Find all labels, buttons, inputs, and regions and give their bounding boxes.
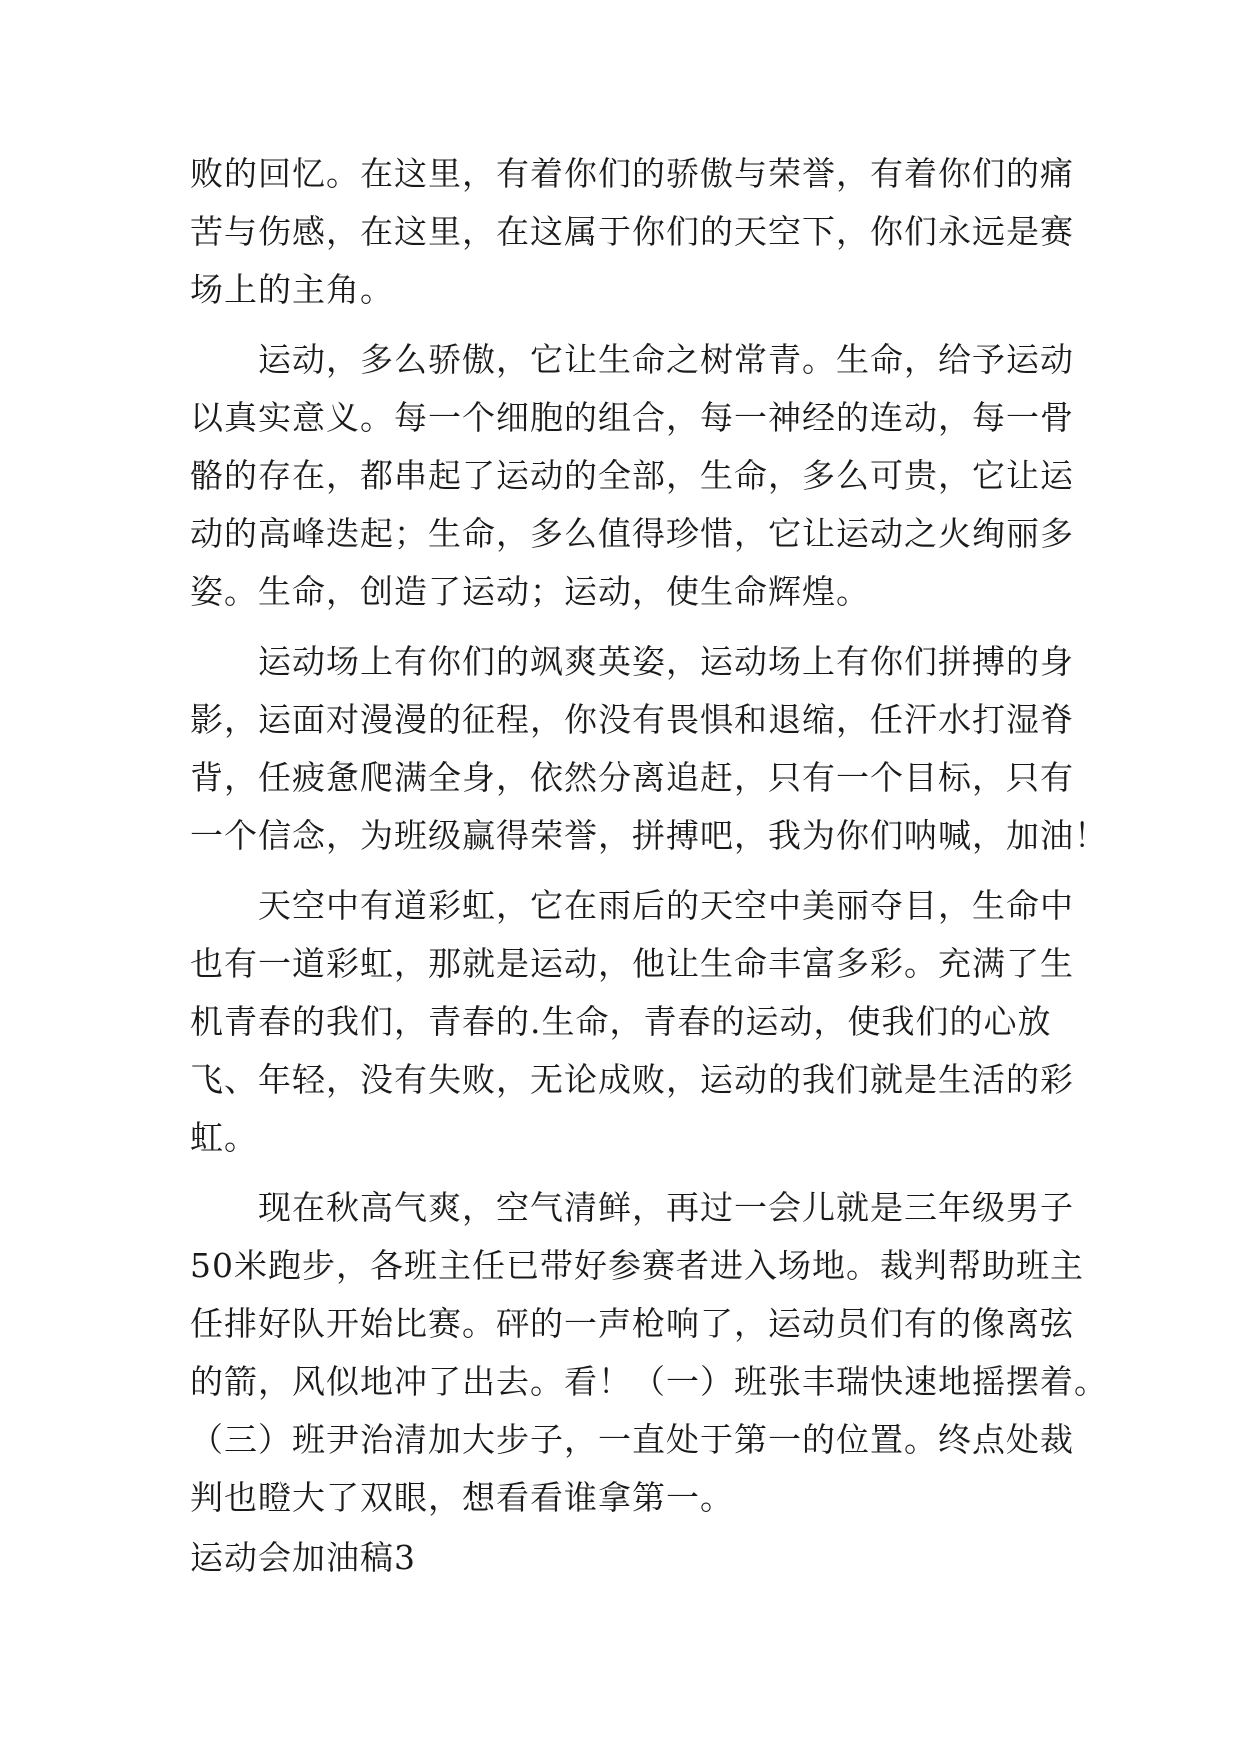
text-line: 苦与伤感，在这里，在这属于你们的天空下，你们永远是赛: [190, 212, 1074, 251]
text-line: 场上的主角。: [190, 270, 394, 309]
text-line: 动的高峰迭起；生命，多么值得珍惜，它让运动之火绚丽多: [190, 514, 1074, 553]
text-line: 败的回忆。在这里，有着你们的骄傲与荣誉，有着你们的痛: [190, 154, 1074, 193]
text-line: 飞、年轻，没有失败，无论成败，运动的我们就是生活的彩: [190, 1060, 1074, 1099]
text-line: 以真实意义。每一个细胞的组合，每一神经的连动，每一骨: [190, 398, 1074, 437]
section-heading: 运动会加油稿3: [190, 1538, 416, 1577]
text-line: 天空中有道彩虹，它在雨后的天空中美丽夺目，生命中: [190, 886, 1074, 925]
text-line: 影，运面对漫漫的征程，你没有畏惧和退缩，任汗水打湿脊: [190, 700, 1074, 739]
text-line: 虹。: [190, 1118, 258, 1157]
text-line: 骼的存在，都串起了运动的全部，生命，多么可贵，它让运: [190, 456, 1074, 495]
text-line: 机青春的我们，青春的.生命，青春的运动，使我们的心放: [190, 1002, 1052, 1041]
text-line: 50米跑步，各班主任已带好参赛者进入场地。裁判帮助班主: [190, 1246, 1084, 1285]
text-line: 一个信念，为班级赢得荣誉，拼搏吧，我为你们呐喊，加油！: [190, 816, 1108, 855]
text-line: 运动场上有你们的飒爽英姿，运动场上有你们拼搏的身: [190, 642, 1074, 681]
text-line: 也有一道彩虹，那就是运动，他让生命丰富多彩。充满了生: [190, 944, 1074, 983]
text-line: 背，任疲惫爬满全身，依然分离追赶，只有一个目标，只有: [190, 758, 1074, 797]
text-line: 现在秋高气爽，空气清鲜，再过一会儿就是三年级男子: [190, 1188, 1074, 1227]
text-line: 任排好队开始比赛。砰的一声枪响了，运动员们有的像离弦: [190, 1304, 1074, 1343]
text-line: 判也瞪大了双眼，想看看谁拿第一。: [190, 1478, 734, 1517]
text-line: 运动，多么骄傲，它让生命之树常青。生命，给予运动: [190, 340, 1074, 379]
text-line: 的箭，风似地冲了出去。看！（一）班张丰瑞快速地摇摆着。: [190, 1362, 1108, 1401]
text-line: 姿。生命，创造了运动；运动，使生命辉煌。: [190, 572, 870, 611]
text-line: （三）班尹治清加大步子，一直处于第一的位置。终点处裁: [190, 1420, 1074, 1459]
